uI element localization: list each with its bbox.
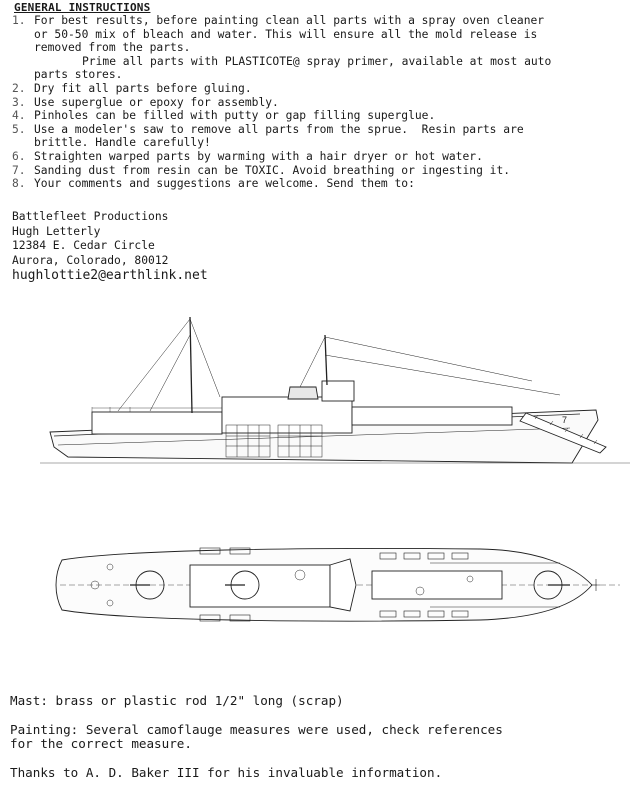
instruction-item: removed from the parts. <box>34 41 191 55</box>
plan-deckhouse-fwd <box>372 571 502 599</box>
plan-deckhouse-aft <box>190 565 330 607</box>
mast-note: Mast: brass or plastic rod 1/2" long (scrap) <box>10 693 344 708</box>
mast-aft <box>190 317 192 413</box>
plan-bridge <box>330 559 356 611</box>
notes-section <box>10 694 630 794</box>
ship-profile-view <box>40 317 630 463</box>
instruction-item: 2. Dry fit all parts before gluing. <box>12 81 252 95</box>
instruction-list <box>12 14 612 191</box>
instruction-item: brittle. Handle carefully! <box>34 136 211 150</box>
section-heading: GENERAL INSTRUCTIONS <box>14 1 151 14</box>
deckhouse-fwd <box>352 407 512 425</box>
funnel <box>288 387 318 399</box>
ship-plan-view <box>56 548 620 621</box>
painting-note: Painting: Several camoflauge measures were used, check references for the correct measure. <box>10 721 503 751</box>
contact-address <box>12 210 208 284</box>
bow-flagstaff <box>592 579 600 591</box>
instruction-item: parts stores. <box>34 68 123 82</box>
instruction-item: or 50-50 mix of bleach and water. This will ensure all the mold release is <box>34 27 538 41</box>
instruction-item: 8. Your comments and suggestions are welcome. Send them to: <box>12 177 415 191</box>
instruction-item: 5. Use a modeler's saw to remove all parts from the sprue. Resin parts are <box>12 122 524 136</box>
email-address: hughlottie2@earthlink.net <box>12 268 208 284</box>
instruction-item: 7. Sanding dust from resin can be TOXIC. Avoid breathing or ingesting it. <box>12 163 511 177</box>
instruction-item: Prime all parts with PLASTICOTE@ spray primer, available at most auto <box>82 54 552 68</box>
railing <box>92 407 222 412</box>
deckhouse-aft <box>92 412 222 434</box>
thanks-note: Thanks to A. D. Baker III for his invaluable information. <box>10 764 443 780</box>
instruction-item: 4. Pinholes can be filled with putty or gap filling superglue. <box>12 109 436 123</box>
rigging-aft <box>118 319 220 411</box>
instruction-item: 1. For best results, before painting clean all parts with a spray oven cleaner <box>12 14 545 27</box>
hull-number: 7 <box>562 415 568 425</box>
deckhouse-mid <box>222 397 352 433</box>
mast-main <box>325 335 327 385</box>
ship-drawing <box>0 295 640 680</box>
city-address: Aurora, Colorado, 80012 <box>12 253 169 267</box>
contact-name: Hugh Letterly <box>12 224 101 238</box>
instruction-item: 6. Straighten warped parts by warming with a hair dryer or hot water. <box>12 149 483 163</box>
street-address: 12384 E. Cedar Circle <box>12 239 155 253</box>
company-name: Battlefleet Productions <box>12 210 169 223</box>
instruction-item: 3. Use superglue or epoxy for assembly. <box>12 95 279 109</box>
